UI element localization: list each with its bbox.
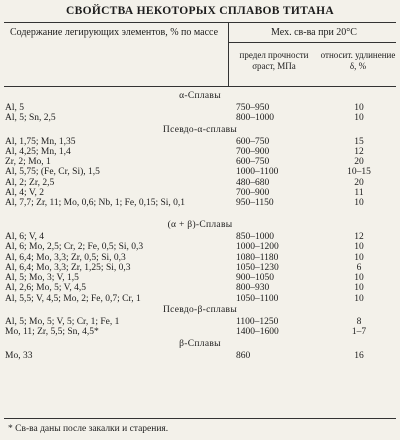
elongation-cell: 10: [354, 113, 364, 124]
top-rule: [4, 22, 396, 23]
elongation-cell: 10: [354, 293, 364, 304]
section-title: Псевдо-α-сплавы: [162, 124, 238, 135]
elongation-cell: 8: [356, 317, 362, 328]
subheader-rule: [228, 42, 396, 43]
section-header: [0, 90, 400, 103]
table-row: [0, 198, 400, 219]
strength-cell: 1000–1200: [236, 242, 279, 253]
composition-header: Содержание легирующих элементов, % по массе: [9, 27, 219, 38]
elongation-cell: 10: [354, 283, 364, 294]
composition-cell: Al, 6,4; Mo, 3,3; Zr, 0,5; Si, 0,3: [5, 252, 126, 263]
strength-cell: 480–680: [236, 177, 270, 188]
section-header: [0, 338, 400, 351]
composition-cell: Al, 2; Zr, 2,5: [5, 177, 55, 188]
elongation-cell: 6: [356, 262, 362, 273]
header-rule: [4, 86, 396, 87]
composition-cell: Al, 5; Sn, 2,5: [5, 113, 56, 124]
composition-cell: Al, 4; V, 2: [5, 188, 44, 199]
strength-cell: 700–900: [236, 146, 270, 157]
elongation-cell: 12: [354, 146, 364, 157]
strength-cell: 1080–1180: [236, 252, 279, 263]
elongation-cell: 10: [354, 198, 364, 209]
elongation-cell: 10: [354, 242, 364, 253]
composition-cell: Al, 5: [5, 103, 24, 113]
table-row: [0, 188, 400, 198]
table-row: [0, 157, 400, 167]
elongation-cell: 10: [354, 273, 364, 284]
strength-cell: 1050–1100: [236, 293, 279, 304]
elongation-cell: 11: [354, 188, 364, 199]
elongation-cell: 10–15: [347, 167, 371, 178]
strength-cell: 850–1000: [236, 231, 274, 242]
strength-header: предел прочности σраст, МПа: [239, 50, 309, 71]
composition-cell: Al, 6; V, 4: [5, 231, 44, 242]
mech-props-header: Мех. св-ва при 20°С: [271, 27, 357, 38]
strength-cell: 600–750: [236, 136, 270, 147]
section-title: (α + β)-Сплавы: [167, 219, 233, 230]
table-row: [0, 232, 400, 242]
composition-cell: Al, 7,7; Zr, 11; Mo, 0,6; Nb, 1; Fe, 0,15; Si, 0,1: [5, 198, 186, 209]
composition-cell: Al, 1,75; Mn, 1,35: [5, 136, 76, 147]
section-title: β-Сплавы: [179, 338, 221, 349]
strength-cell: 800–1000: [236, 113, 274, 124]
composition-cell: Al, 5,75; (Fe, Cr, Si), 1,5: [5, 167, 100, 178]
table-row: [0, 351, 400, 361]
composition-cell: Al, 2,6; Mo, 5; V, 4,5: [5, 283, 86, 294]
table-row: [0, 253, 400, 263]
table-row: [0, 273, 400, 283]
table-row: [0, 137, 400, 147]
elongation-cell: 15: [354, 136, 364, 147]
table-row: [0, 294, 400, 304]
composition-cell: Al, 5; Mo, 5; V, 5; Cr, 1; Fe, 1: [5, 317, 120, 328]
table-title: СВОЙСТВА НЕКОТОРЫХ СПЛАВОВ ТИТАНА: [66, 5, 334, 17]
table-row: [0, 263, 400, 273]
composition-cell: Mo, 11; Zr, 5,5; Sn, 4,5*: [5, 327, 99, 338]
strength-cell: 1100–1250: [236, 317, 279, 328]
elongation-cell: 16: [354, 350, 364, 361]
strength-cell: 750–950: [236, 103, 270, 113]
elongation-cell: 20: [354, 177, 364, 188]
table-body: [0, 90, 400, 361]
table-row: [0, 167, 400, 177]
composition-cell: Mo, 33: [5, 350, 33, 361]
strength-cell: 600–750: [236, 157, 270, 168]
strength-cell: 1000–1100: [236, 167, 279, 178]
strength-cell: 900–1050: [236, 273, 274, 284]
section-header: [0, 304, 400, 317]
elongation-cell: 12: [354, 231, 364, 242]
bottom-rule: [4, 418, 396, 419]
composition-cell: Al, 6; Mo, 2,5; Cr, 2; Fe, 0,5; Si, 0,3: [5, 242, 144, 253]
elongation-header: относит. удлинение δ, %: [320, 50, 396, 71]
strength-cell: 700–900: [236, 188, 270, 199]
table-row: [0, 317, 400, 327]
section-title: α-Сплавы: [179, 91, 221, 101]
section-title: Псевдо-β-сплавы: [162, 305, 238, 316]
footnote: * Св-ва даны после закалки и старения.: [8, 424, 169, 434]
column-divider: [228, 22, 229, 86]
table-row: [0, 113, 400, 123]
strength-cell: 800–930: [236, 283, 270, 294]
table-row: [0, 327, 400, 337]
table-row: [0, 147, 400, 157]
elongation-cell: 10: [354, 252, 364, 263]
table-row: [0, 283, 400, 293]
strength-cell: 1050–1230: [236, 262, 279, 273]
composition-cell: Zr, 2; Mo, 1: [5, 157, 51, 168]
section-header: [0, 219, 400, 232]
elongation-cell: 20: [354, 157, 364, 168]
strength-cell: 1400–1600: [236, 327, 279, 338]
elongation-cell: 1–7: [351, 327, 367, 338]
table-row: [0, 103, 400, 113]
elongation-cell: 10: [354, 103, 364, 113]
strength-cell: 860: [236, 350, 251, 361]
section-header: [0, 124, 400, 137]
composition-cell: Al, 5; Mo, 3; V, 1,5: [5, 273, 79, 284]
table-row: [0, 178, 400, 188]
composition-cell: Al, 4,25; Mn, 1,4: [5, 146, 71, 157]
table-row: [0, 242, 400, 252]
strength-cell: 950–1150: [236, 198, 274, 209]
composition-cell: Al, 5,5; V, 4,5; Mo, 2; Fe, 0,7; Cr, 1: [5, 293, 141, 304]
composition-cell: Al, 6,4; Mo, 3,3; Zr, 1,25; Si, 0,3: [5, 262, 131, 273]
